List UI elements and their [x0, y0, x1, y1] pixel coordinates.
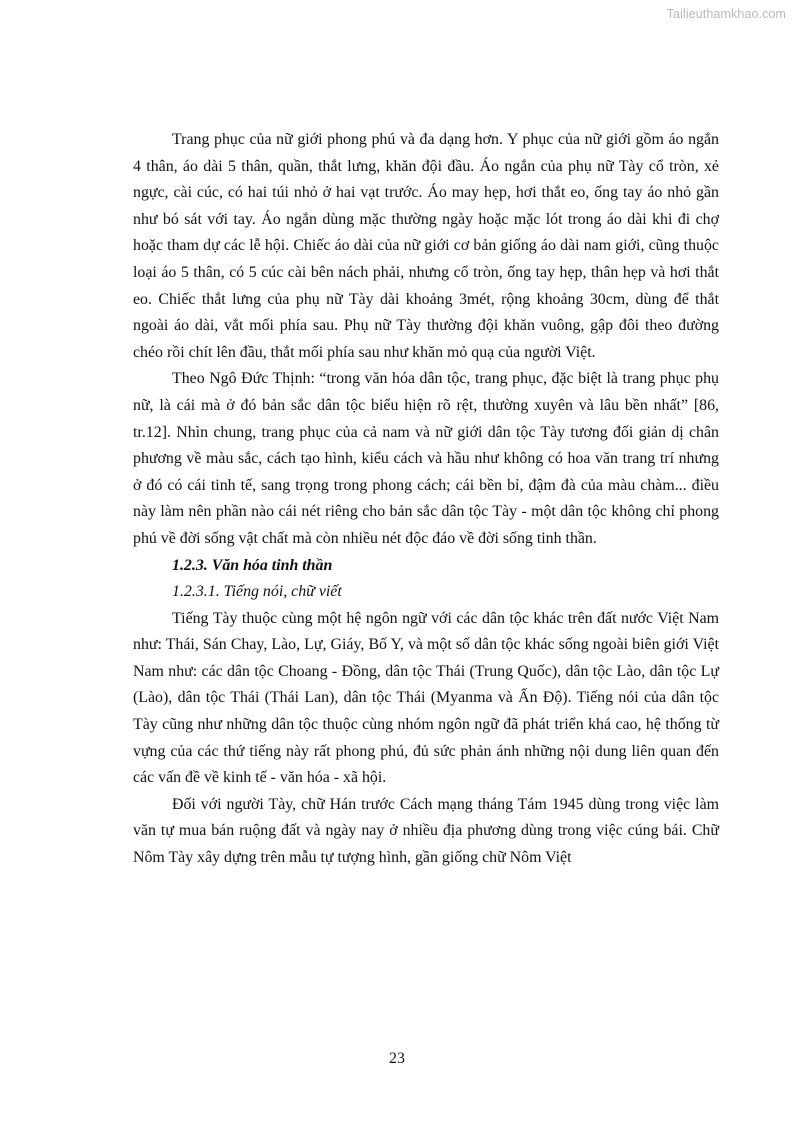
paragraph-tay-language: Tiếng Tày thuộc cùng một hệ ngôn ngữ với các dân tộc khác trên đất nước Việt Nam như: Thái, Sán Chay, Lào, Lự, Giáy, Bố Y, và một số dân tộc khác sống ngoài biên giới Việt Nam như: các dân tộc Choang - Đồng, dân tộc Thái (Trung Quốc), dân tộc Lào, dân tộc Lự (Lào), dân tộc Thái (Thái Lan), dân tộc Thái (Myanma và Ấn Độ). Tiếng nói của dân tộc Tày cũng như những dân tộc thuộc cùng nhóm ngôn ngữ đã phát triển khá cao, hệ thống từ vựng của các thứ tiếng này rất phong phú, đủ sức phản ánh những nội dung liên quan đến các vấn đề về kinh tế - văn hóa - xã hội.	[133, 609, 719, 787]
paragraph-writing-system: Đối với người Tày, chữ Hán trước Cách mạng tháng Tám 1945 dùng trong việc làm văn tự mua bán ruộng đất và ngày nay ở nhiều địa phương dùng trong việc cúng bái. Chữ Nôm Tày xây dựng trên mẫu tự tượng hình, gần giống chữ Nôm Việt	[133, 795, 719, 867]
site-watermark: Tailieuthamkhao.com	[666, 7, 786, 21]
paragraph-ngo-duc-thinh-quote: Theo Ngô Đức Thịnh: “trong văn hóa dân tộc, trang phục, đặc biệt là trang phục phụ nữ, là cái mà ở đó bản sắc dân tộc biểu hiện rõ rệt, thường xuyên và lâu bền nhất” [86, tr.12]. Nhìn chung, trang phục của cả nam và nữ giới dân tộc Tày tương đối giản dị chân phương về màu sắc, cách tạo hình, kiểu cách và hầu như không có hoa văn trang trí nhưng ở đó có cái tinh tế, sang trọng trong phong cách; cái bền bỉ, đậm đà của màu chàm... điều này làm nên phần nào cái nét riêng cho bản sắc dân tộc Tày - một dân tộc không chỉ phong phú về đời sống vật chất mà còn nhiều nét độc đáo về đời sống tinh thần.	[133, 370, 719, 547]
page-number: 23	[389, 1050, 405, 1067]
paragraph-womens-attire: Trang phục của nữ giới phong phú và đa dạng hơn. Y phục của nữ giới gồm áo ngắn 4 thân, áo dài 5 thân, quần, thắt lưng, khăn đội đầu. Áo ngắn của phụ nữ Tày cổ tròn, xẻ ngực, cài cúc, có hai túi nhỏ ở hai vạt trước. Áo may hẹp, hơi thắt eo, ống tay áo nhỏ gần như bó sát với tay. Áo ngắn dùng mặc thường ngày hoặc mặc lót trong áo dài khi đi chợ hoặc tham dự các lễ hội. Chiếc áo dài của nữ giới cơ bản giống áo dài nam giới, cũng thuộc loại áo 5 thân, có 5 cúc cài bên nách phải, nhưng cổ tròn, ống tay hẹp, thân hẹp và hơi thắt eo. Chiếc thắt lưng của phụ nữ Tày dài khoảng 3mét, rộng khoảng 30cm, dùng để thắt ngoài áo dài, vắt mối phía sau. Phụ nữ Tày thường đội khăn vuông, gập đôi theo đường chéo rồi chít lên đầu, thắt mối phía sau như khăn mỏ quạ của người Việt.	[133, 131, 719, 361]
section-heading: 1.2.3. Văn hóa tinh thần	[172, 556, 333, 574]
subsection-heading: 1.2.3.1. Tiếng nói, chữ viết	[172, 583, 342, 601]
page-body	[133, 127, 719, 872]
